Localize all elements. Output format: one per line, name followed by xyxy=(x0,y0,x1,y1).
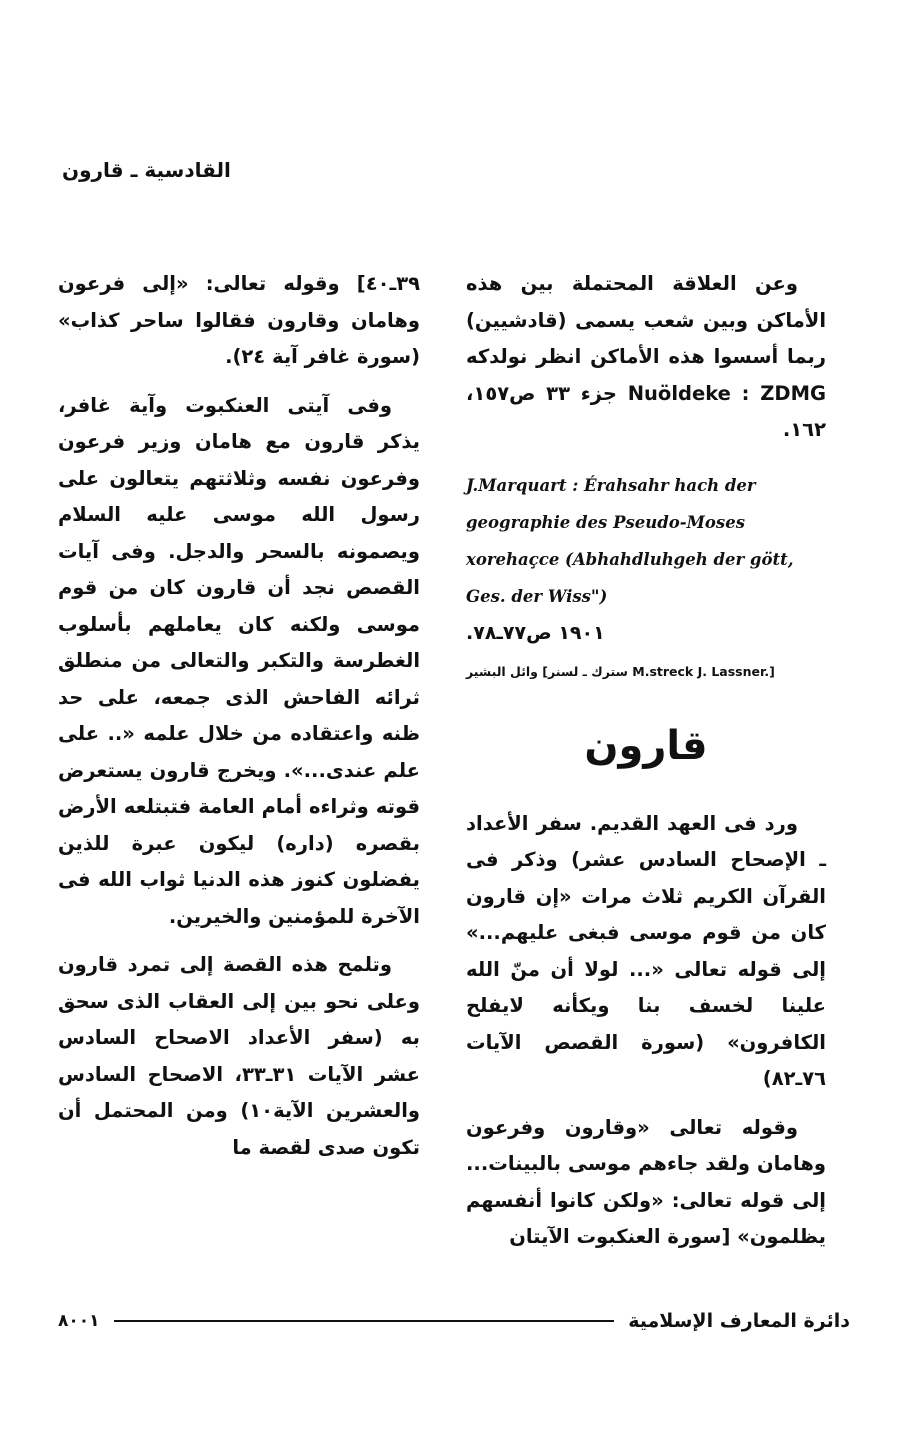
paragraph: وفى آيتى العنكبوت وآية غافر، يذكر قارون مع هامان وزير فرعون وفرعون نفسه وثلاثتهم يتعالون على رسول الله موسى عليه السلام ويصمونه بالسحر والدجل. وفى آيات القصص نجد أن قارون كان من قوم موسى ولكنه كان يعاملهم بأسلوب الغطرسة والتكبر والتعالى من منطلق ثرائه الفاحش الذى جمعه، على حد ظنه واعتقاده من خلال علمه «.. على علم عندى...». ويخرج قارون يستعرض قوته وثراءه أمام العامة فتبتلعه الأرض بقصره (داره) ليكون عبرة للذين يفضلون كنوز هذه الدنيا ثواب الله فى الآخرة للمؤمنين والخيرين. xyxy=(58,393,420,928)
paragraph: وتلمح هذه القصة إلى تمرد قارون وعلى نحو بين إلى العقاب الذى سحق به (سفر الأعداد الاصحاح السادس عشر الآيات ٣١ـ٣٣، الاصحاح السادس والعشرين الآية١٠) ومن المحتمل أن تكون صدى لقصة ما xyxy=(58,953,420,1159)
footer-rule xyxy=(114,1320,615,1322)
paragraph: ورد فى العهد القديم. سفر الأعداد ـ الإصحاح السادس عشر) وذكر فى القرآن الكريم ثلاث مرات «إن قارون كان من قوم موسى فبغى عليهم...» إلى قوله تعالى «... لولا أن منّ الله علينا لخسف بنا ويكأنه لايفلح الكافرون» (سورة القصص الآيات ٧٦ـ٨٢) xyxy=(466,811,826,1090)
running-title: القادسية ـ قارون xyxy=(62,158,231,182)
reference-year-pages: ١٩٠١ ص٧٧ـ٧٨. xyxy=(466,621,605,644)
author-credit: وائل البشير [سترك ـ لسنر M.streck J. Lassner.] xyxy=(466,663,775,679)
page-number: ٨٠٠١ xyxy=(58,1311,100,1331)
left-column xyxy=(58,266,420,1166)
bibliography-reference xyxy=(466,467,826,652)
paragraph: وعن العلاقة المحتملة بين هذه الأماكن وبين شعب يسمى (قادشيين) ربما أسسوا هذه الأماكن انظر نولدكه Nuöldeke : ZDMG جزء ٣٣ ص١٥٧، ١٦٢. xyxy=(466,272,826,441)
encyclopedia-title: دائرة المعارف الإسلامية xyxy=(628,1310,850,1332)
page-footer xyxy=(58,1306,850,1336)
paragraph: ٣٩ـ٤٠] وقوله تعالى: «إلى فرعون وهامان وقارون فقالوا ساحر كذاب» (سورة غافر آية ٢٤). xyxy=(58,272,420,368)
article-title: قارون xyxy=(584,722,708,769)
reference-text: J.Marquart : Érahsahr hach der geographie des Pseudo-Moses xorehaçce (Abhahdluhgeh der gött, Ges. der Wiss") xyxy=(466,475,794,606)
right-column xyxy=(466,266,826,1256)
paragraph: وقوله تعالى «وقارون وفرعون وهامان ولقد جاءهم موسى بالبينات... إلى قوله تعالى: «ولكن كانوا أنفسهم يظلمون» [سورة العنكبوت الآيتان xyxy=(466,1115,826,1248)
